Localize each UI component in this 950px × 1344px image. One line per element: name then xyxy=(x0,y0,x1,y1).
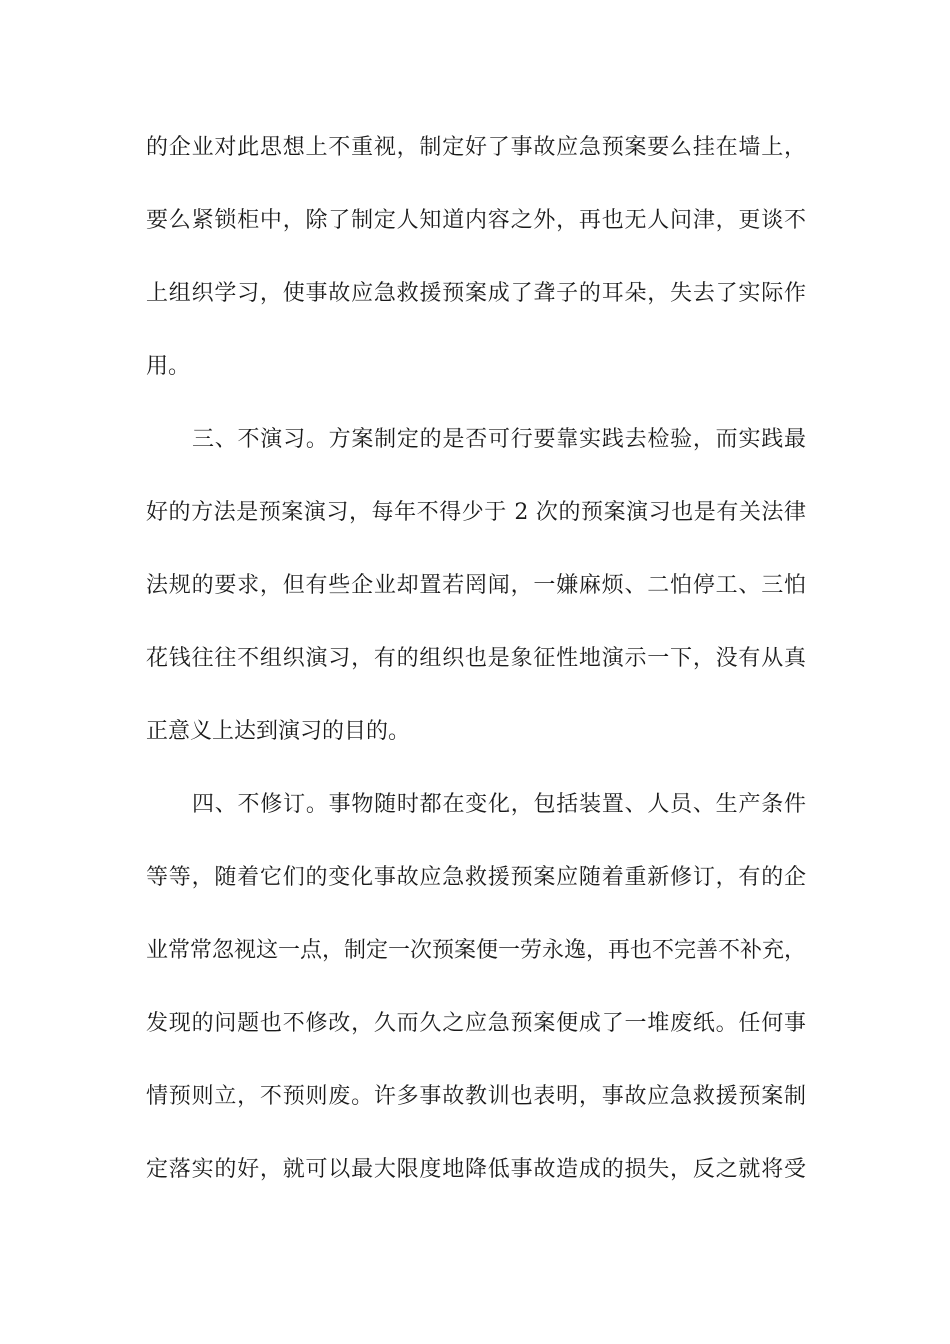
text-line: 用。 xyxy=(146,354,191,379)
text-line: 业常常忽视这一点，制定一次预案便一劳永逸，再也不完善不补充， xyxy=(146,938,807,963)
text-line: 上组织学习，使事故应急救援预案成了聋子的耳朵，失去了实际作 xyxy=(146,281,806,306)
paragraph-heading-line: 三、不演习。方案制定的是否可行要靠实践去检验，而实践最 xyxy=(192,427,806,452)
text-line: 发现的问题也不修改，久而久之应急预案便成了一堆废纸。任何事 xyxy=(146,1011,806,1036)
text-line: 定落实的好，就可以最大限度地降低事故造成的损失，反之就将受 xyxy=(146,1157,806,1182)
text-line: 要么紧锁柜中，除了制定人知道内容之外，再也无人问津，更谈不 xyxy=(146,208,806,233)
text-line: 法规的要求，但有些企业却置若罔闻，一嫌麻烦、二怕停工、三怕 xyxy=(146,573,806,598)
text-line: 等等，随着它们的变化事故应急救援预案应随着重新修订，有的企 xyxy=(146,865,806,890)
text-line: 好的方法是预案演习，每年不得少于 2 次的预案演习也是有关法律 xyxy=(146,500,806,525)
text-line: 的企业对此思想上不重视，制定好了事故应急预案要么挂在墙上， xyxy=(146,135,806,160)
paragraph-heading-line: 四、不修订。事物随时都在变化，包括装置、人员、生产条件 xyxy=(192,792,806,817)
text-line: 正意义上达到演习的目的。 xyxy=(146,719,411,744)
text-line: 花钱往往不组织演习，有的组织也是象征性地演示一下，没有从真 xyxy=(146,646,806,671)
text-line: 情预则立，不预则废。许多事故教训也表明，事故应急救援预案制 xyxy=(146,1084,806,1109)
